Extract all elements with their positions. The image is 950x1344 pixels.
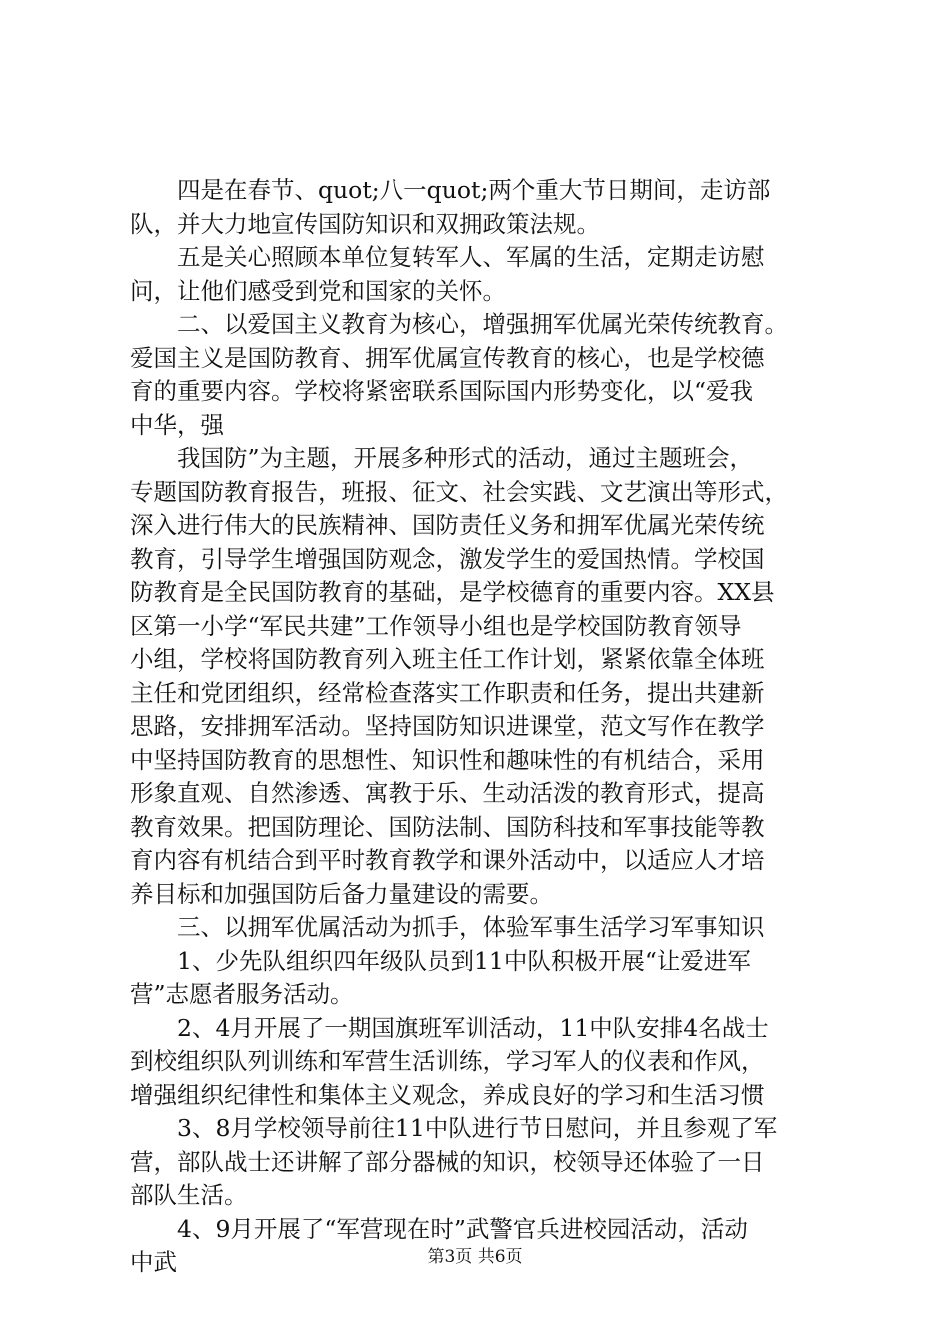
text-line: 形象直观、自然渗透、寓教于乐、生动活泼的教育形式，提高: [130, 779, 765, 807]
document-body: [130, 174, 860, 1280]
text-line: 小组，学校将国防教育列入班主任工作计划，紧紧依靠全体班: [130, 645, 765, 673]
text-line: 五是关心照顾本单位复转军人、军属的生活，定期走访慰: [177, 243, 765, 271]
text-line: 部队生活。: [130, 1181, 248, 1209]
text-line: 爱国主义是国防教育、拥军优属宣传教育的核心，也是学校德: [130, 343, 765, 372]
text-line: 防教育是全民国防教育的基础，是学校德育的重要内容。XX县: [130, 578, 775, 606]
text-line: 队，并大力地宣传国防知识和双拥政策法规。: [130, 209, 600, 238]
text-line: 2、4月开展了一期国旗班军训活动，11中队安排4名战士: [177, 1013, 769, 1042]
text-line: 教育效果。把国防理论、国防法制、国防科技和军事技能等教: [130, 812, 765, 841]
text-line: 4、9月开展了“军营现在时”武警官兵进校园活动，活动: [177, 1214, 748, 1243]
text-line: 二、以爱国主义教育为核心，增强拥军优属光荣传统教育。: [177, 310, 788, 338]
text-line: 深入进行伟大的民族精神、国防责任义务和拥军优属光荣传统: [130, 511, 765, 539]
text-line: 问，让他们感受到党和国家的关怀。: [130, 276, 506, 305]
text-line: 专题国防教育报告，班报、征文、社会实践、文艺演出等形式，: [130, 477, 788, 506]
text-line: 营”志愿者服务活动。: [130, 980, 354, 1008]
text-line: 主任和党团组织，经常检查落实工作职责和任务，提出共建新: [130, 678, 765, 707]
text-line: 中武: [130, 1248, 177, 1276]
text-line: 到校组织队列训练和军营生活训练，学习军人的仪表和作风，: [130, 1047, 765, 1075]
text-line: 三、以拥军优属活动为抓手，体验军事生活学习军事知识: [177, 913, 765, 941]
text-line: 育的重要内容。学校将紧密联系国际国内形势变化，以“爱我: [130, 377, 754, 405]
text-line: 育内容有机结合到平时教育教学和课外活动中，以适应人才培: [130, 846, 765, 874]
text-line: 中华，强: [130, 410, 224, 439]
text-line: 思路，安排拥军活动。坚持国防知识进课堂，范文写作在教学: [130, 712, 765, 740]
text-line: 营，部队战士还讲解了部分器械的知识，校领导还体验了一日: [130, 1147, 765, 1176]
text-line: 3、8月学校领导前往11中队进行节日慰问，并且参观了军: [177, 1114, 778, 1142]
text-line: 中坚持国防教育的思想性、知识性和趣味性的有机结合，采用: [130, 745, 765, 774]
page-footer: 第3页 共6页: [427, 1247, 523, 1267]
text-line: 教育，引导学生增强国防观念，激发学生的爱国热情。学校国: [130, 544, 765, 573]
text-line: 养目标和加强国防后备力量建设的需要。: [130, 879, 553, 908]
text-line: 我国防”为主题，开展多种形式的活动，通过主题班会，: [177, 444, 754, 472]
text-line: 四是在春节、quot;八一quot;两个重大节日期间，走访部: [177, 176, 771, 204]
text-line: 1、少先队组织四年级队员到11中队积极开展“让爱进军: [177, 946, 751, 975]
text-line: 区第一小学“军民共建”工作领导小组也是学校国防教育领导: [130, 611, 742, 640]
text-line: 增强组织纪律性和集体主义观念，养成良好的学习和生活习惯: [130, 1080, 765, 1109]
